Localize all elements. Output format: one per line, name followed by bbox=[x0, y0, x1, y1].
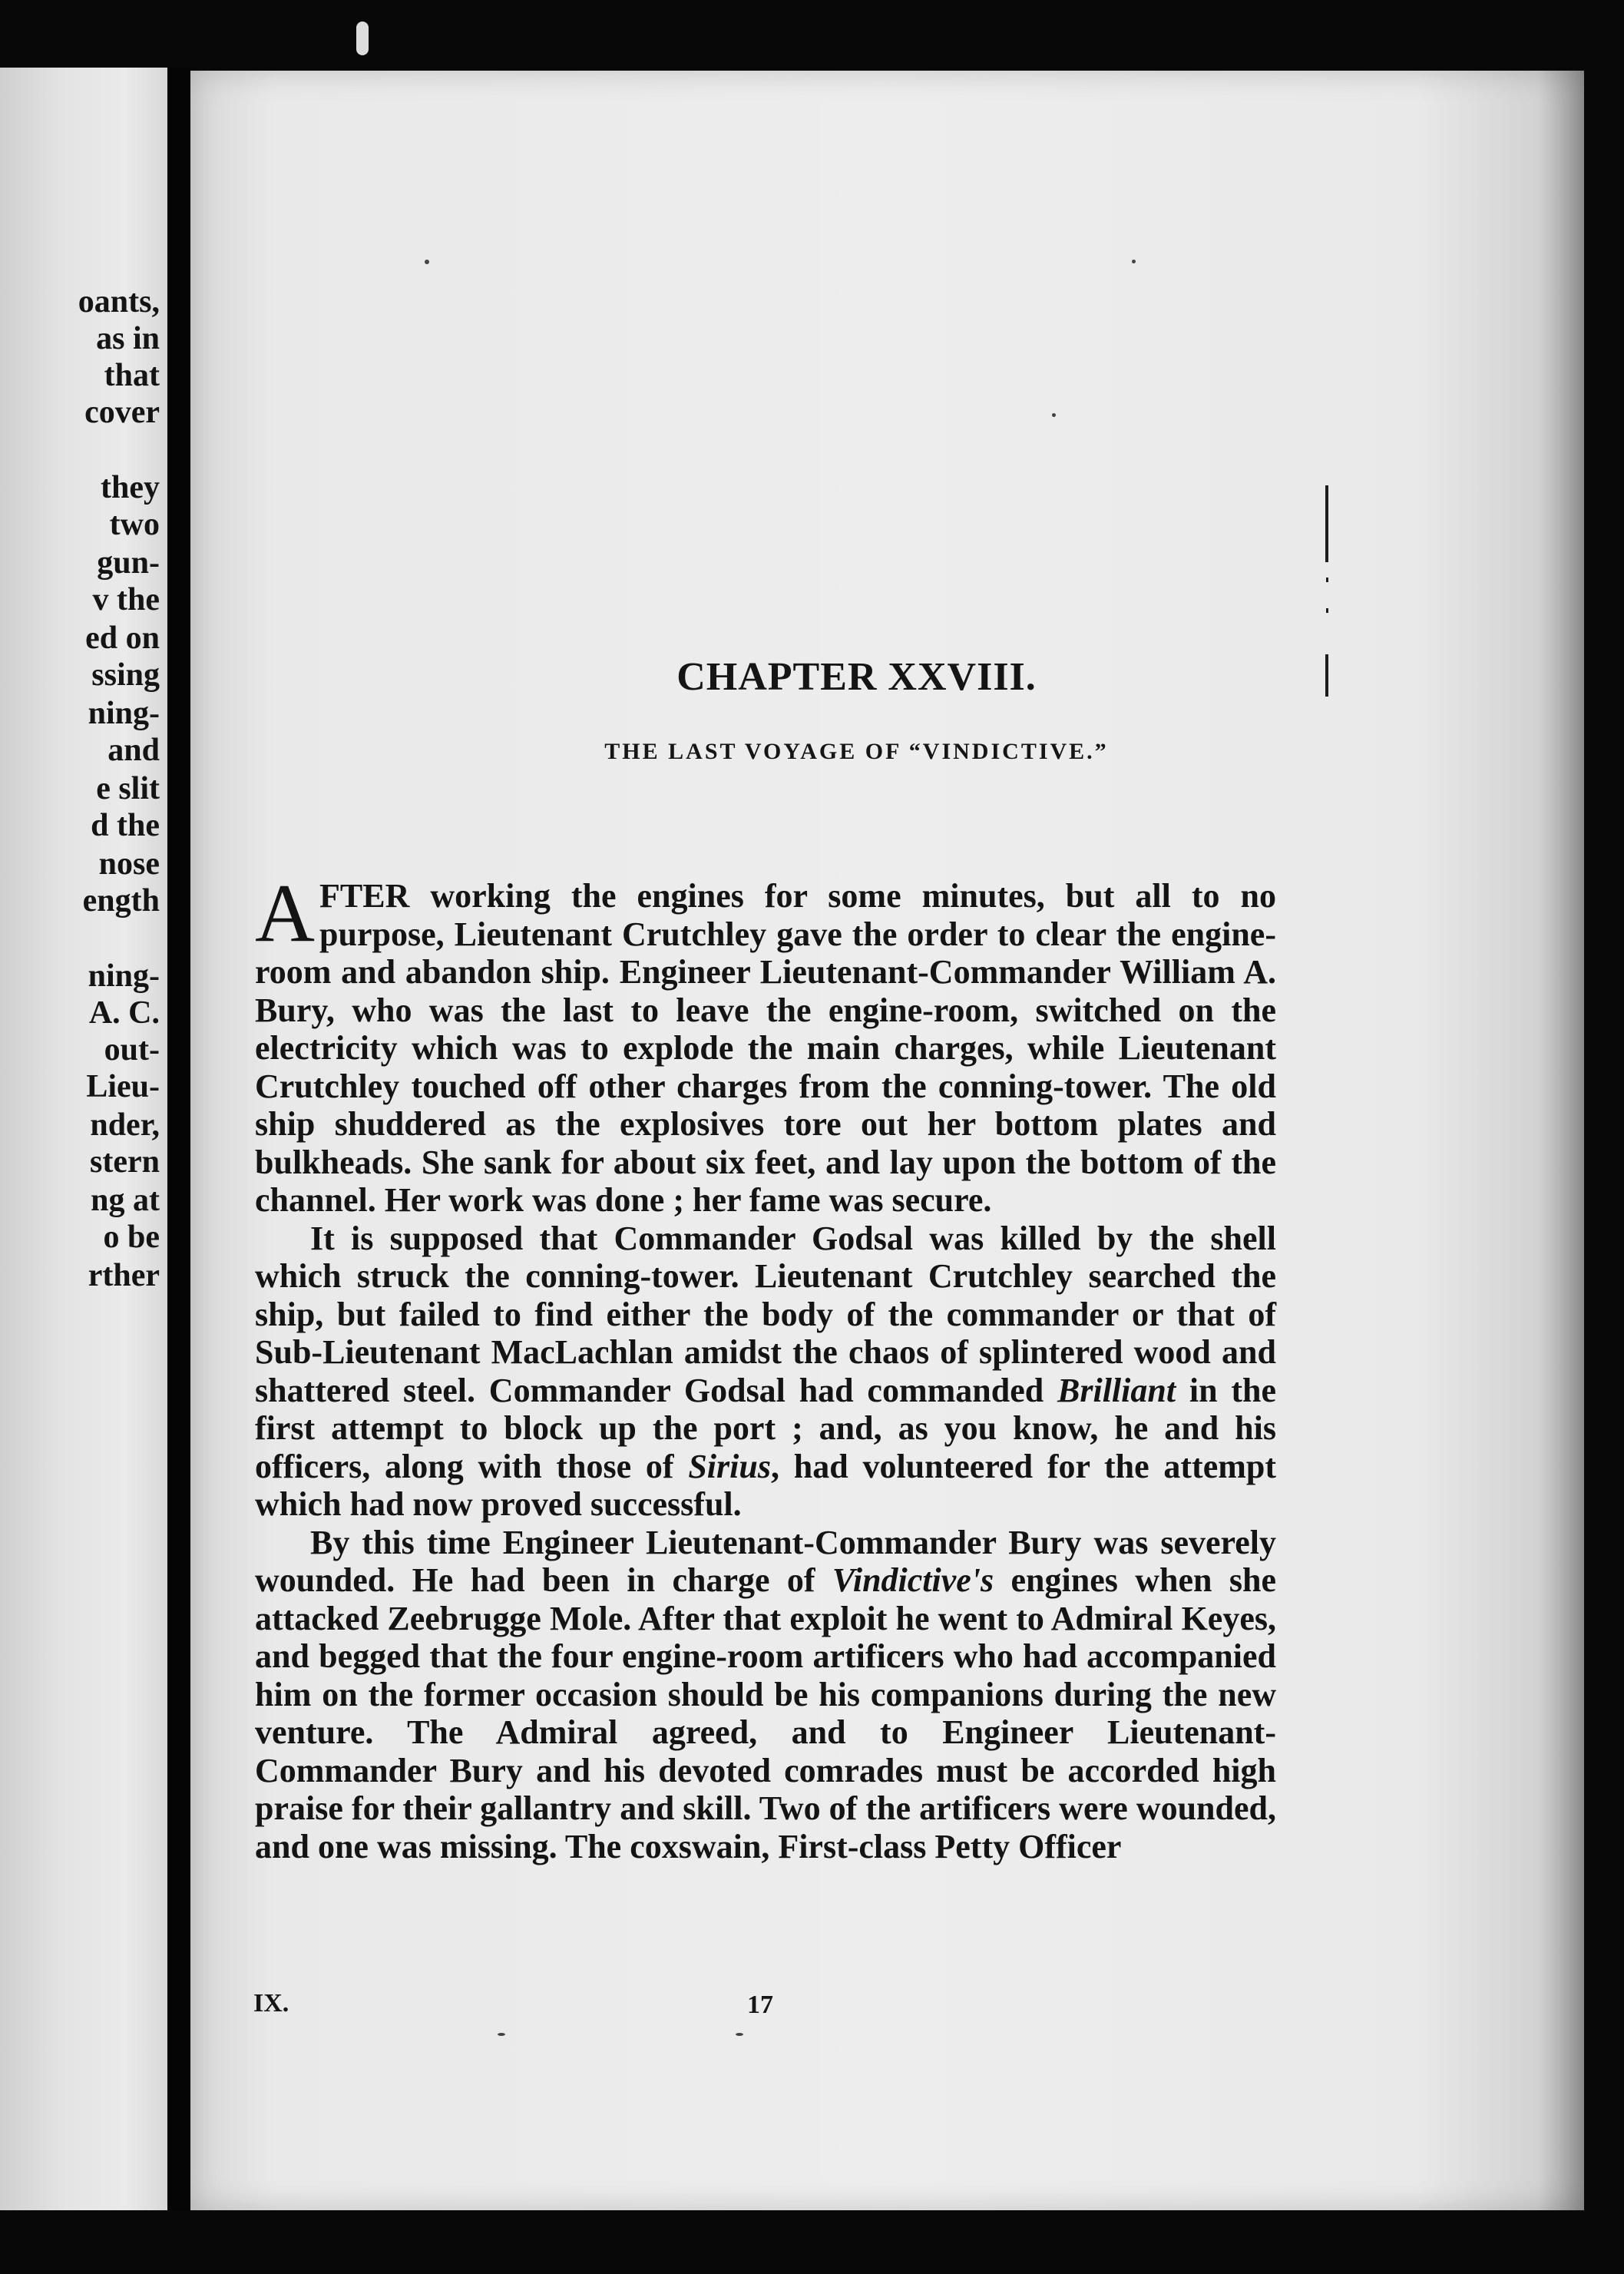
previous-page-line: Lieu- bbox=[86, 1069, 160, 1104]
previous-page-line: o be bbox=[103, 1220, 160, 1255]
page-edge-shadow bbox=[1538, 71, 1584, 2210]
previous-page-line: d the bbox=[91, 808, 160, 843]
previous-page-line: e slit bbox=[96, 771, 160, 806]
drop-cap: A bbox=[255, 868, 315, 959]
previous-page-line: oants, bbox=[78, 284, 160, 319]
ship-name-sirius: Sirius bbox=[688, 1447, 771, 1485]
previous-page-line: rther bbox=[88, 1258, 160, 1293]
paragraph-2-text-a: It is supposed that Commander Godsal was killed by the shell which struck the conning-tower. Lieutenant Crutchley searched the ship, but failed to find either the body of the commander or that of Sub-Lieutenant MacLachlan amidst the chaos of splintered wood and shattered steel. Commander Godsal had commanded bbox=[255, 1219, 1276, 1409]
paragraph-2-text-c: , had volunteered for the attempt which had now proved successful. bbox=[255, 1447, 1276, 1523]
previous-page-line: and bbox=[107, 733, 160, 768]
paragraph-1 bbox=[255, 868, 1276, 1220]
previous-page-line: ssing bbox=[91, 657, 160, 693]
previous-page-line: stern bbox=[90, 1144, 160, 1180]
previous-page-fragment bbox=[0, 68, 167, 2210]
previous-page-line: nder, bbox=[90, 1107, 160, 1143]
book-page bbox=[190, 71, 1584, 2210]
paragraph-3-text-b: engines when she attacked Zeebrugge Mole. After that exploit he went to Admiral Keyes, and begged that the four engine-room artificers who had accompanied him on the former occasion should be his companions during the new venture. The Admiral agreed, and to Engineer Lieutenant-Commander Bury and his devoted comrades must be accorded high praise for their gallantry and skill. Two of the artificers were wounded, and one was missing. The coxswain, First-class Petty Officer bbox=[255, 1561, 1276, 1865]
previous-page-line: v the bbox=[92, 582, 160, 617]
previous-page-line: ength bbox=[82, 883, 160, 919]
previous-page-line: ng at bbox=[91, 1183, 160, 1218]
paragraph-3 bbox=[255, 1524, 1276, 1866]
dust-speck bbox=[498, 2033, 505, 2036]
previous-page-line: as in bbox=[96, 321, 160, 356]
paragraph-2 bbox=[255, 1220, 1276, 1524]
margin-rule-mark bbox=[1326, 608, 1328, 613]
previous-page-line: out- bbox=[104, 1032, 160, 1067]
margin-rule-mark bbox=[1325, 654, 1328, 697]
paragraph-1-text: FTER working the engines for some minutes, but all to no purpose, Lieutenant Crutchley gave the order to clear the engine-room and abandon ship. Engineer Lieutenant-Commander William A. Bury, who was the last to leave the engine-room, switched on the electricity which was to explode the main charges, while Lieutenant Crutchley touched off other charges from the conning-tower. The old ship shuddered as the explosives tore out her bottom plates and bulkheads. She sank for about six feet, and lay upon the bottom of the channel. Her work was done ; her fame was secure. bbox=[255, 877, 1276, 1219]
margin-rule-mark bbox=[1325, 485, 1328, 562]
previous-page-line: nose bbox=[98, 846, 160, 882]
book-gutter bbox=[167, 68, 190, 2210]
previous-page-line: two bbox=[109, 507, 160, 542]
previous-page-line: gun- bbox=[97, 545, 160, 581]
signature-mark: IX. bbox=[253, 1989, 289, 2017]
previous-page-line: ning- bbox=[88, 696, 160, 731]
previous-page-line: they bbox=[101, 470, 160, 505]
margin-rule-mark bbox=[1326, 578, 1328, 582]
chapter-body bbox=[255, 868, 1276, 1865]
page-number: 17 bbox=[747, 1991, 773, 2019]
paragraph-2-text-b: in the first attempt to block up the port ; and, as you know, he and his officers, along with those of bbox=[255, 1371, 1276, 1485]
ship-name-vindictive: Vindictive's bbox=[832, 1561, 994, 1599]
chapter-subtitle: THE LAST VOYAGE OF “VINDICTIVE.” bbox=[604, 739, 1109, 764]
dust-speck bbox=[425, 260, 429, 264]
dust-speck bbox=[736, 2033, 743, 2036]
dust-speck bbox=[1052, 413, 1056, 417]
chapter-title: CHAPTER XXVIII. bbox=[676, 655, 1037, 699]
ship-name-brilliant: Brilliant bbox=[1057, 1371, 1176, 1409]
previous-page-line: ning- bbox=[88, 958, 160, 994]
previous-page-line: ed on bbox=[85, 621, 160, 656]
paragraph-3-text-a: By this time Engineer Lieutenant-Commander Bury was severely wounded. He had been in charge of bbox=[255, 1523, 1276, 1599]
previous-page-line: cover bbox=[84, 395, 160, 430]
previous-page-line: A. C. bbox=[88, 995, 160, 1031]
previous-page-line: that bbox=[104, 358, 160, 393]
dust-speck bbox=[1132, 260, 1136, 263]
scan-artifact bbox=[356, 22, 369, 55]
